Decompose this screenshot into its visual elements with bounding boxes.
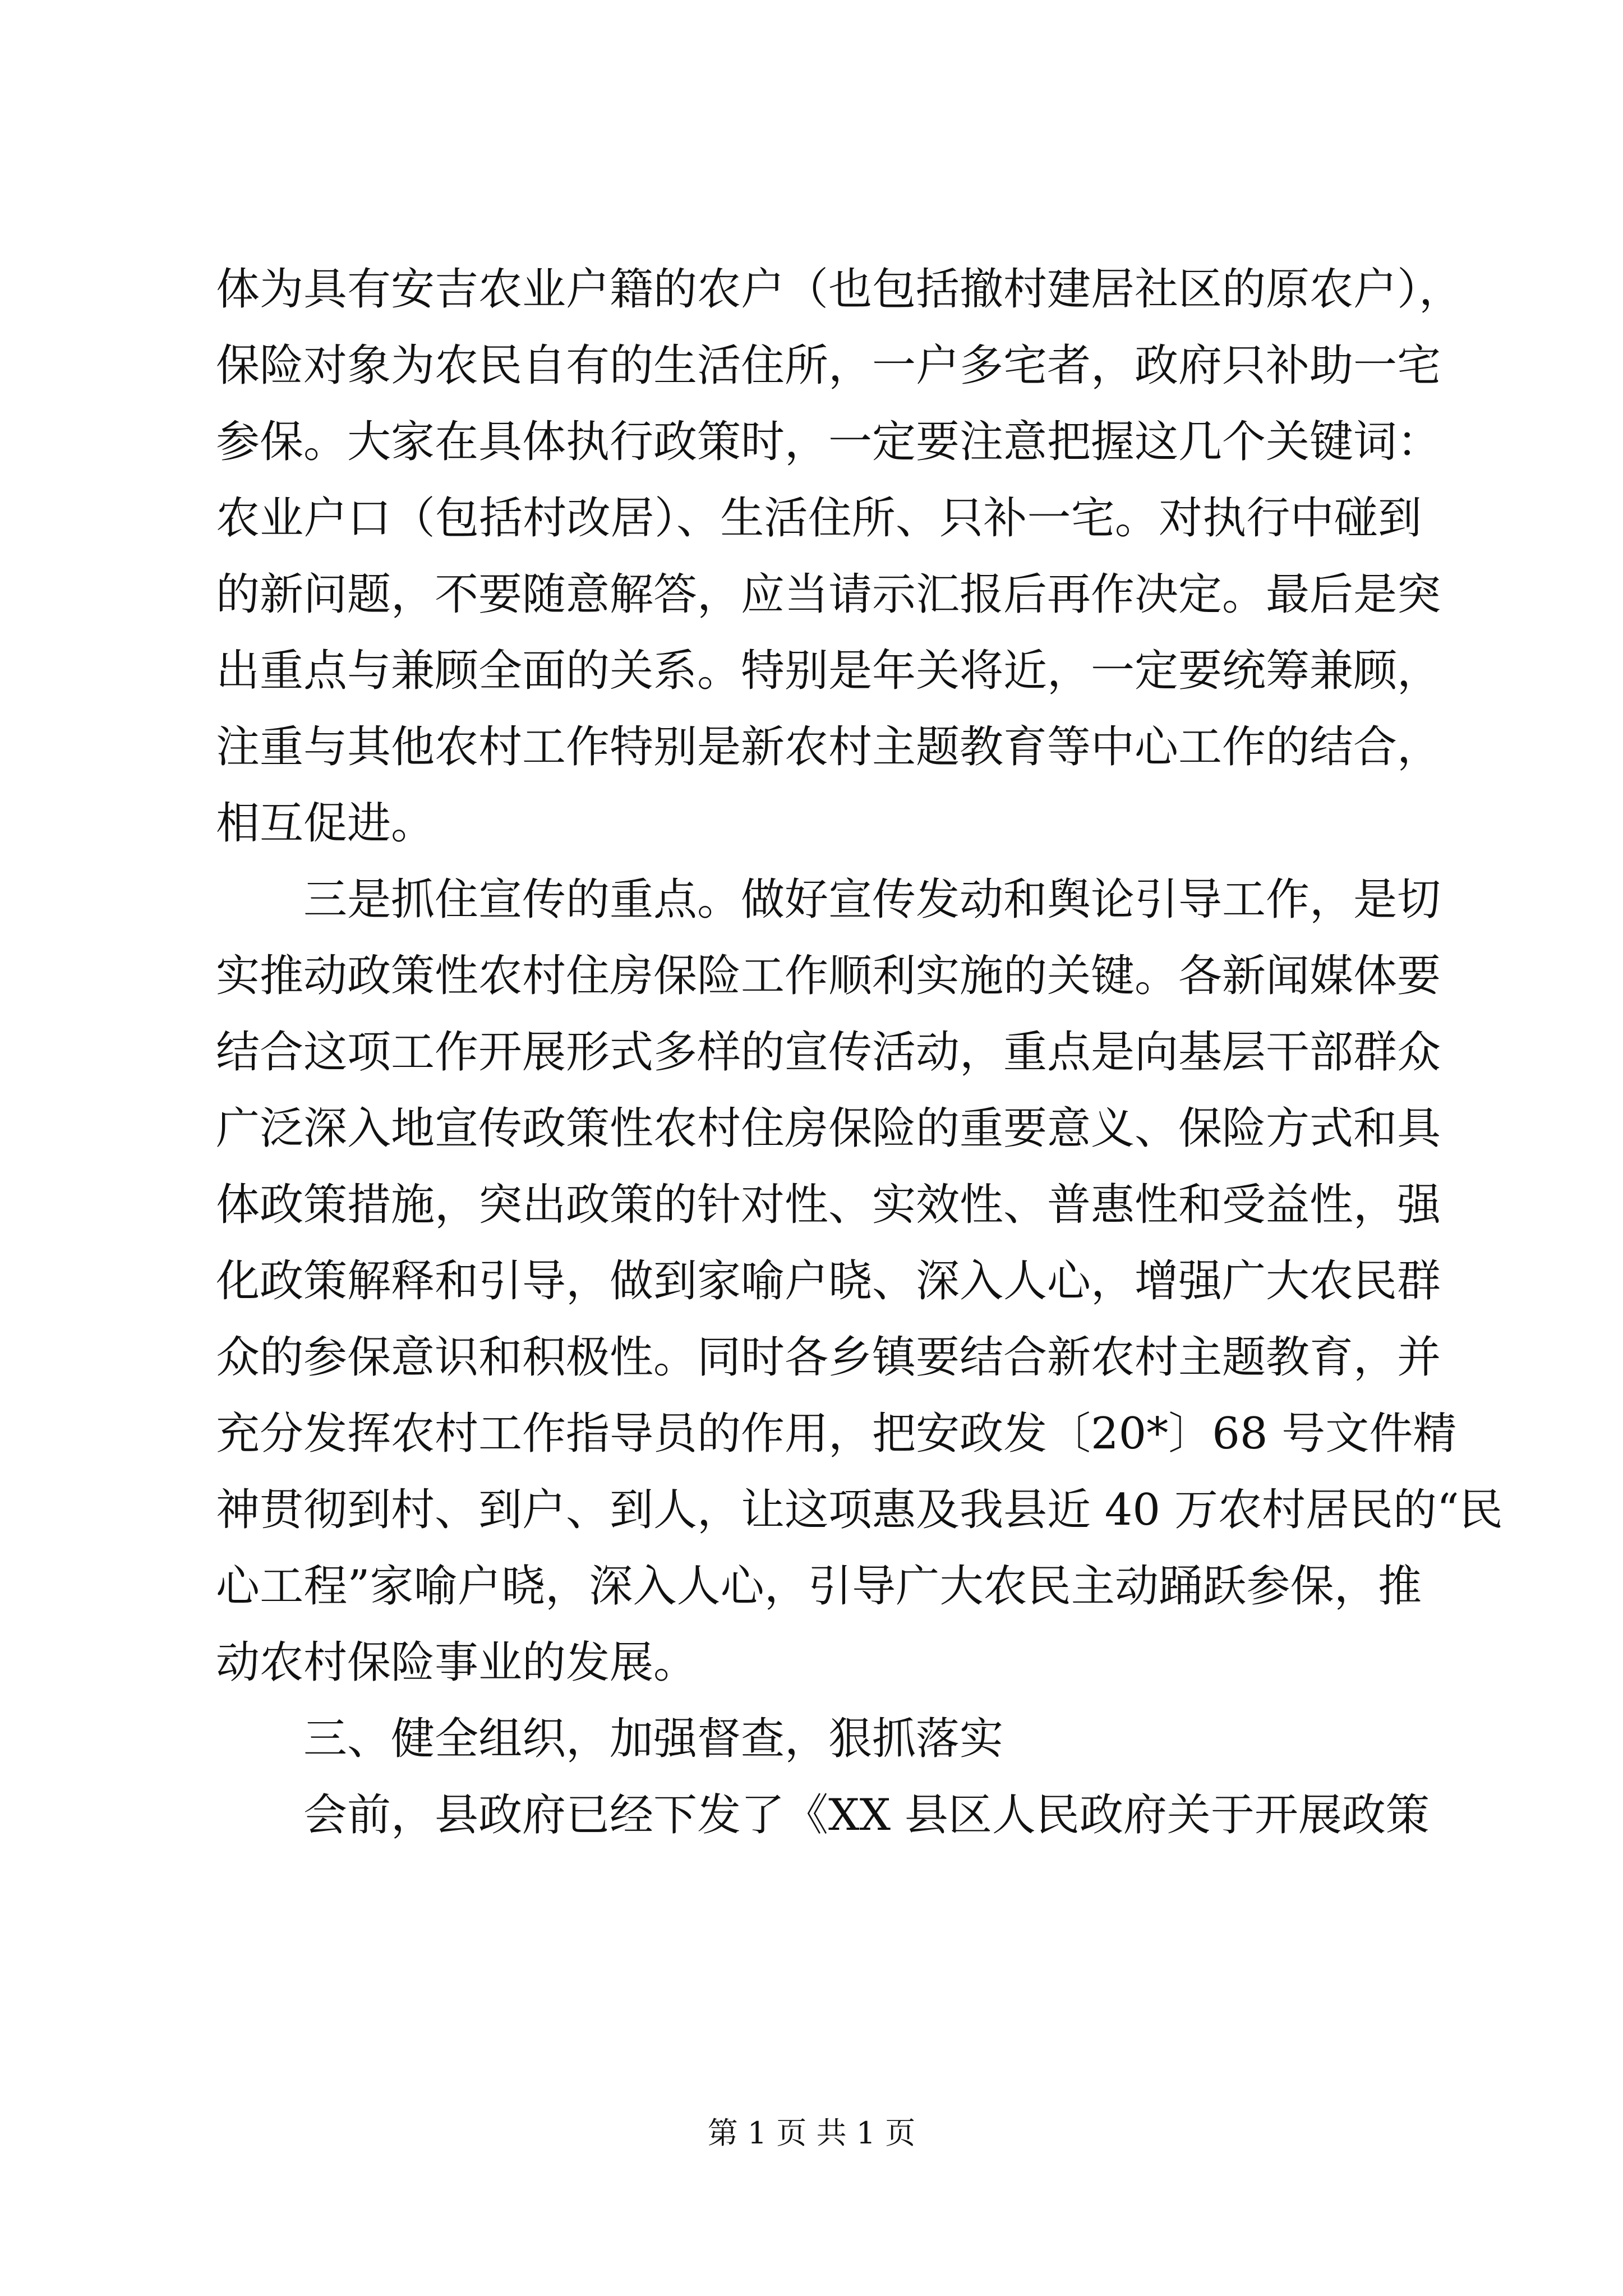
text-line: 体政策措施，突出政策的针对性、实效性、普惠性和受益性，强 [216, 1180, 1441, 1230]
text-line: 相互促进。 [216, 798, 435, 849]
text-line: 动农村保险事业的发展。 [216, 1637, 698, 1688]
text-line: 农业户口（包括村改居）、生活住所、只补一宅。对执行中碰到 [216, 493, 1422, 544]
text-line: 三是抓住宣传的重点。做好宣传发动和舆论引导工作，是切 [303, 875, 1441, 925]
document-body [216, 251, 1503, 1853]
text-line: 会前，县政府已经下发了《XX 县区人民政府关于开展政策 [303, 1790, 1430, 1841]
page-footer: 第 1 页 共 1 页 [707, 2115, 916, 2151]
text-line: 神贯彻到村、到户、到人，让这项惠及我县近 40 万农村居民的“民 [216, 1485, 1503, 1535]
text-line: 参保。大家在具体执行政策时，一定要注意把握这几个关键词： [216, 417, 1441, 467]
text-line: 注重与其他农村工作特别是新农村主题教育等中心工作的结合， [216, 722, 1441, 772]
text-line: 三、健全组织，加强督查，狠抓落实 [303, 1714, 1004, 1764]
text-line: 充分发挥农村工作指导员的作用，把安政发〔20*〕68 号文件精 [216, 1409, 1457, 1459]
text-line: 众的参保意识和积极性。同时各乡镇要结合新农村主题教育，并 [216, 1332, 1441, 1383]
text-line: 结合这项工作开展形式多样的宣传活动，重点是向基层干部群众 [216, 1027, 1441, 1078]
text-line: 心工程”家喻户晓，深入人心，引导广大农民主动踊跃参保，推 [216, 1561, 1422, 1612]
text-line: 的新问题，不要随意解答，应当请示汇报后再作决定。最后是突 [216, 569, 1441, 620]
text-line: 广泛深入地宣传政策性农村住房保险的重要意义、保险方式和具 [216, 1103, 1441, 1154]
text-line: 化政策解释和引导，做到家喻户晓、深入人心，增强广大农民群 [216, 1256, 1441, 1306]
text-line: 实推动政策性农村住房保险工作顺利实施的关键。各新闻媒体要 [216, 951, 1441, 1001]
text-line: 体为具有安吉农业户籍的农户（也包括撤村建居社区的原农户）， [216, 264, 1463, 315]
text-line: 保险对象为农民自有的生活住所，一户多宅者，政府只补助一宅 [216, 341, 1441, 391]
text-line: 出重点与兼顾全面的关系。特别是年关将近，一定要统筹兼顾， [216, 646, 1441, 696]
